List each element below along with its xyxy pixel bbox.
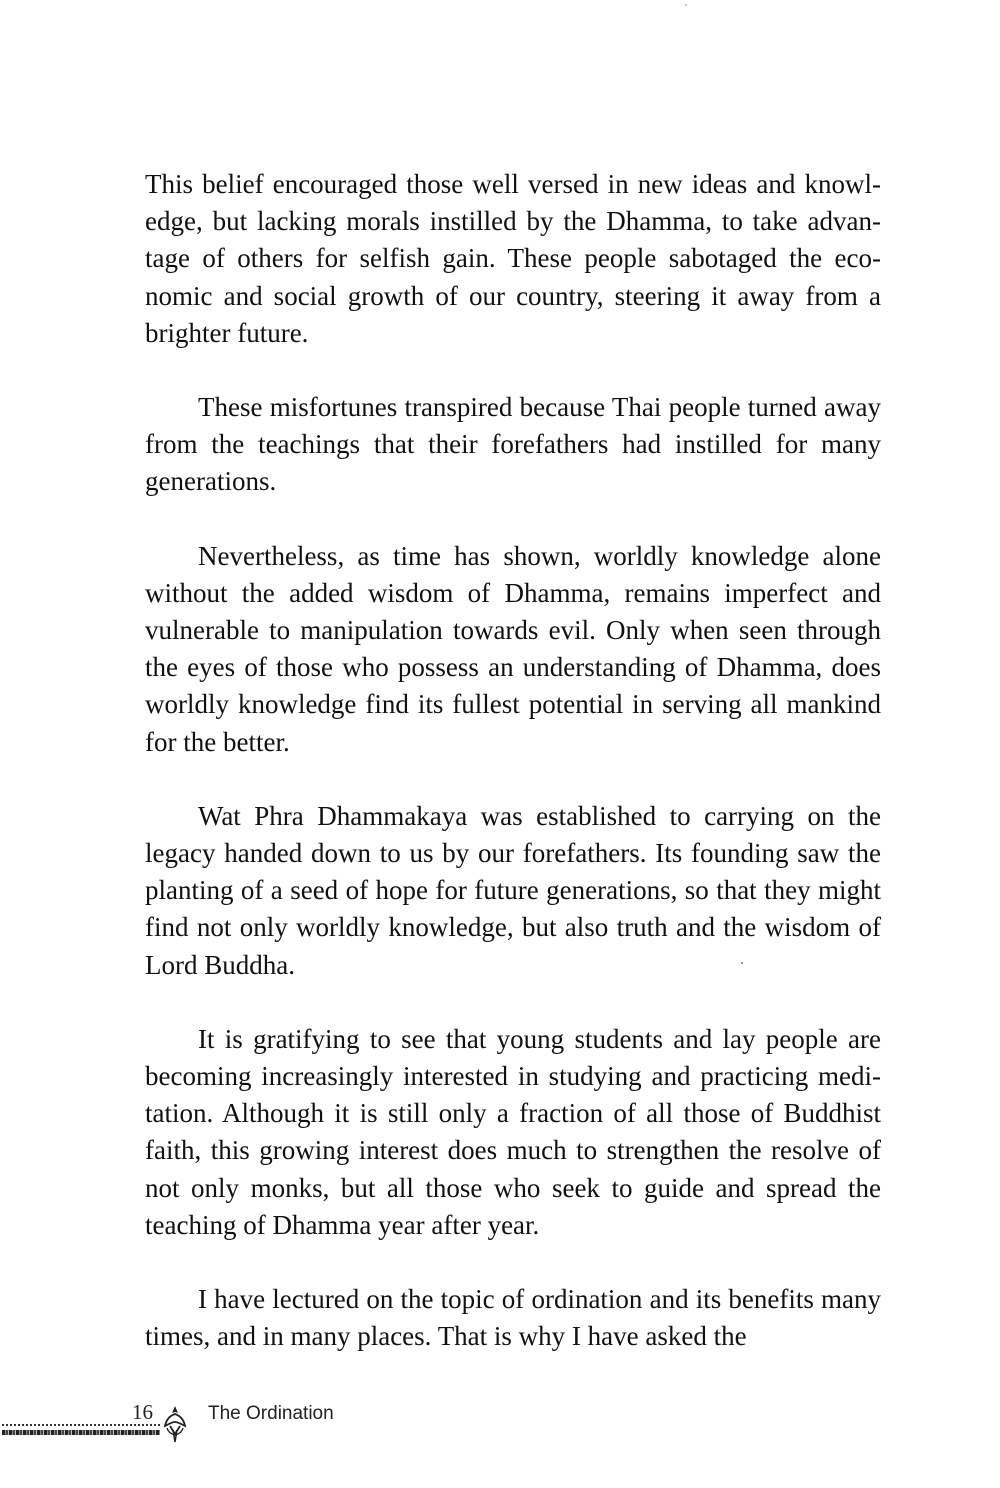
paragraph-6: I have lectured on the topic of ordination and its benefits many times, and in many places. That is why I have asked the (145, 1284, 881, 1352)
paragraph-5: It is gratifying to see that young students and lay people are becoming increasingly interested in studying and practicing meditation. Although it is still only a fraction of all those of Buddhist faith, this growing interest does much to strengthen the resolve of not only monks, but all those who seek to guide and spread the teaching of Dhamma year after year. (145, 1023, 881, 1240)
print-speck-top (685, 4, 687, 6)
print-speck (741, 962, 743, 964)
footer-decorative-band (2, 1430, 160, 1435)
page-footer (0, 1398, 400, 1468)
paragraph-2: These misfortunes transpired because Thai people turned away from the teachings that their forefathers had instilled for many generations. (145, 392, 881, 497)
page-body (145, 166, 881, 1355)
paragraph-3: Nevertheless, as time has shown, worldly knowledge alone without the added wisdom of Dhamma, remains imperfect and vulnerable to manipulation towards evil. Only when seen through the eyes of those who possess an understanding of Dhamma, does worldly knowledge find its fullest potential in serving all mankind for the better. (145, 540, 881, 757)
running-title: The Ordination (208, 1403, 334, 1424)
paragraph-4: Wat Phra Dhammakaya was established to carrying on the legacy handed down to us by our forefathers. Its founding saw the planting of a seed of hope for future generations, so that they might find not only worldly knowledge, but also truth and the wisdom of Lord Buddha. (145, 800, 881, 980)
lotus-ornament-icon (162, 1404, 188, 1444)
page-number: 16 (132, 1400, 153, 1424)
paragraph-1: This belief encouraged those well versed in new ideas and knowledge, but lacking morals instilled by the Dhamma, to take advantage of others for selfish gain. These people sabotaged the economic and social growth of our country, steering it away from a brighter future. (145, 169, 881, 348)
